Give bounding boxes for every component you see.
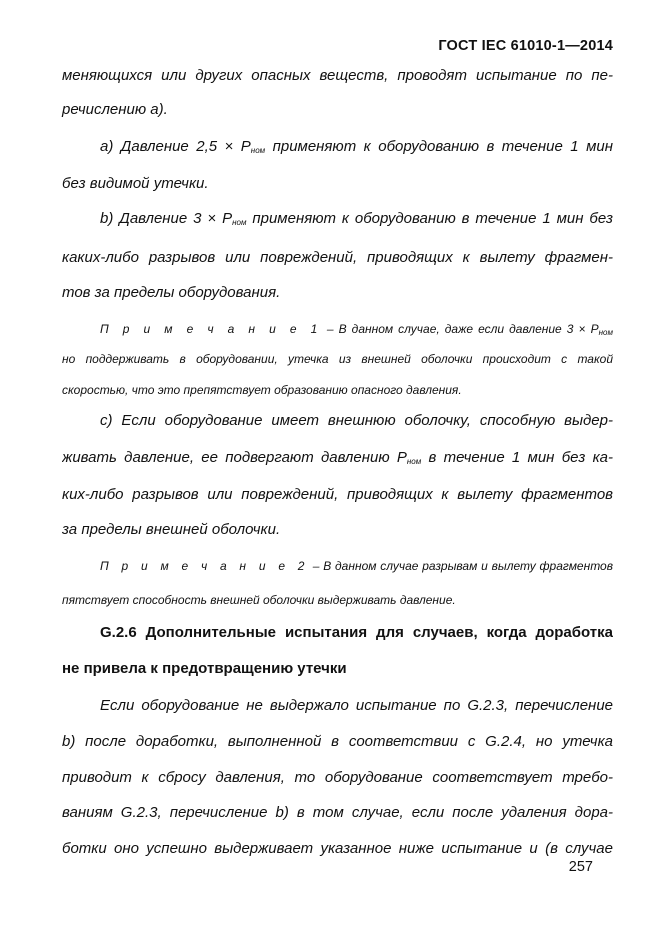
list-item-b	[100, 210, 613, 228]
document-header: ГОСТ IEC 61010-1—2014	[438, 38, 613, 54]
note-2	[100, 557, 613, 575]
section-heading: G.2.6 Дополнительные испытания для случаев, когда доработка	[100, 624, 613, 641]
text-span: применяют к оборудованию в течение 1 мин	[265, 138, 613, 155]
text-line: ваниям G.2.3, перечисление b) в том случае, если после удаления дора-	[62, 804, 613, 821]
note-label: П р и м е ч а н и е 1	[100, 322, 322, 336]
note-1	[100, 320, 613, 338]
text-span: b) Давление 3 × P	[100, 210, 233, 227]
text-line: тов за пределы оборудования.	[62, 284, 281, 301]
text-line: ких-либо разрывов или повреждений, приводящих к вылету фрагментов	[62, 486, 613, 503]
text-line: но поддерживать в оборудовании, утечка из внешней оболочки происходит с такой	[62, 352, 613, 366]
subscript: ном	[250, 146, 266, 155]
text-line: пятствует способность внешней оболочки выдерживать давление.	[62, 593, 456, 607]
text-line: за пределы внешней оболочки.	[62, 521, 281, 538]
text-line: речислению а).	[62, 101, 168, 118]
list-item-c: с) Если оборудование имеет внешнюю оболочку, способную выдер-	[100, 412, 613, 429]
text-line: b) после доработки, выполненной в соответствии с G.2.4, но утечка	[62, 733, 613, 750]
text-line: Если оборудование не выдержало испытание по G.2.3, перечисление	[100, 697, 613, 714]
subscript: ном	[232, 218, 247, 227]
text-span: живать давление, ее подвергают давлению P	[62, 449, 407, 466]
subscript: ном	[598, 328, 613, 337]
subscript: ном	[406, 457, 422, 466]
text-line	[62, 449, 613, 467]
page-number: 257	[568, 859, 593, 875]
text-span: применяют к оборудованию в течение 1 мин без	[246, 210, 613, 227]
text-span: в течение 1 мин без ка-	[421, 449, 613, 466]
section-heading-cont: не привела к предотвращению утечки	[62, 660, 347, 677]
text-span: – В данном случае разрывам и вылету фрагментов	[312, 559, 613, 573]
text-line: скоростью, что это препятствует образованию опасного давления.	[62, 383, 462, 397]
list-item-a	[100, 138, 613, 156]
note-label: П р и м е ч а н и е 2	[100, 559, 309, 573]
text-line: без видимой утечки.	[62, 175, 209, 192]
text-span: а) Давление 2,5 × P	[100, 138, 251, 155]
text-span: – В данном случае, даже если давление 3 × P	[321, 322, 599, 336]
text-line: приводит к сбросу давления, то оборудование соответствует требо-	[62, 769, 613, 786]
text-line: ботки оно успешно выдерживает указанное ниже испытание и (в случае	[62, 840, 613, 857]
text-line: меняющихся или других опасных веществ, проводят испытание по пе-	[62, 67, 613, 84]
text-line: каких-либо разрывов или повреждений, приводящих к вылету фрагмен-	[62, 249, 613, 266]
